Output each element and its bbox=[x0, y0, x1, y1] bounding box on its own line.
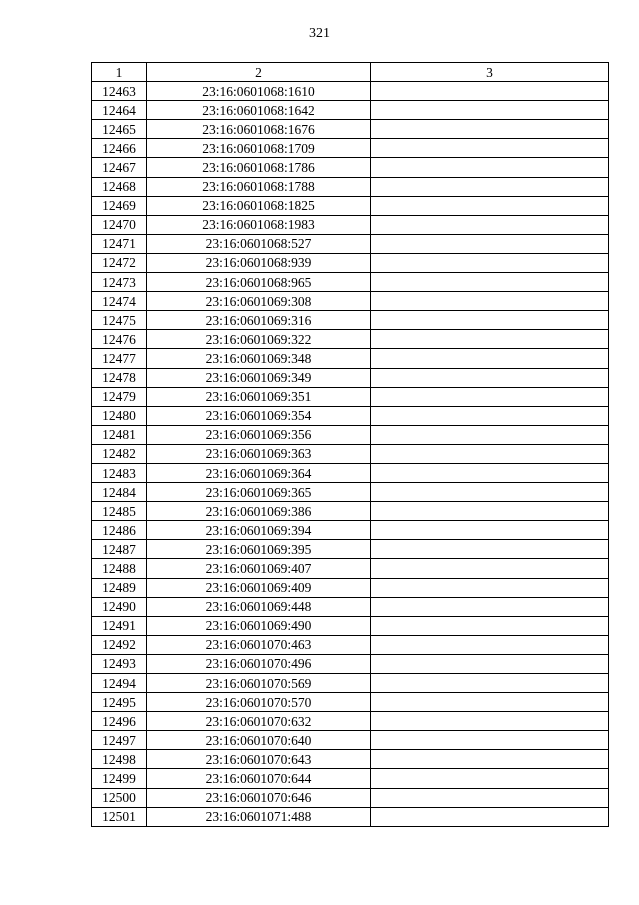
column-header-3: 3 bbox=[371, 63, 609, 82]
row-number-cell: 12475 bbox=[92, 311, 147, 330]
cadastral-number-cell: 23:16:0601069:394 bbox=[147, 521, 371, 540]
note-cell bbox=[371, 483, 609, 502]
row-number-cell: 12497 bbox=[92, 731, 147, 750]
row-number-cell: 12465 bbox=[92, 120, 147, 139]
row-number-cell: 12482 bbox=[92, 444, 147, 463]
cadastral-number-cell: 23:16:0601069:356 bbox=[147, 425, 371, 444]
cadastral-number-cell: 23:16:0601070:646 bbox=[147, 788, 371, 807]
cadastral-number-cell: 23:16:0601068:1786 bbox=[147, 158, 371, 177]
note-cell bbox=[371, 368, 609, 387]
row-number-cell: 12485 bbox=[92, 502, 147, 521]
cadastral-number-cell: 23:16:0601068:1642 bbox=[147, 101, 371, 120]
row-number-cell: 12484 bbox=[92, 483, 147, 502]
table-row bbox=[92, 425, 609, 444]
cadastral-number-cell: 23:16:0601068:1825 bbox=[147, 196, 371, 215]
cadastral-number-cell: 23:16:0601069:407 bbox=[147, 559, 371, 578]
note-cell bbox=[371, 578, 609, 597]
table-row bbox=[92, 234, 609, 253]
table-row bbox=[92, 139, 609, 158]
cadastral-number-cell: 23:16:0601069:349 bbox=[147, 368, 371, 387]
row-number-cell: 12487 bbox=[92, 540, 147, 559]
table-row bbox=[92, 387, 609, 406]
cadastral-number-cell: 23:16:0601070:643 bbox=[147, 750, 371, 769]
cadastral-number-cell: 23:16:0601068:1709 bbox=[147, 139, 371, 158]
row-number-cell: 12496 bbox=[92, 712, 147, 731]
table-row bbox=[92, 635, 609, 654]
note-cell bbox=[371, 349, 609, 368]
note-cell bbox=[371, 406, 609, 425]
row-number-cell: 12483 bbox=[92, 463, 147, 482]
table-row bbox=[92, 731, 609, 750]
note-cell bbox=[371, 311, 609, 330]
row-number-cell: 12489 bbox=[92, 578, 147, 597]
note-cell bbox=[371, 330, 609, 349]
note-cell bbox=[371, 215, 609, 234]
note-cell bbox=[371, 139, 609, 158]
table-row bbox=[92, 597, 609, 616]
table-row bbox=[92, 177, 609, 196]
cadastral-number-cell: 23:16:0601069:363 bbox=[147, 444, 371, 463]
table-row bbox=[92, 292, 609, 311]
row-number-cell: 12478 bbox=[92, 368, 147, 387]
note-cell bbox=[371, 597, 609, 616]
note-cell bbox=[371, 82, 609, 101]
table-row bbox=[92, 196, 609, 215]
row-number-cell: 12501 bbox=[92, 807, 147, 826]
row-number-cell: 12494 bbox=[92, 674, 147, 693]
row-number-cell: 12479 bbox=[92, 387, 147, 406]
row-number-cell: 12500 bbox=[92, 788, 147, 807]
note-cell bbox=[371, 750, 609, 769]
row-number-cell: 12474 bbox=[92, 292, 147, 311]
table-row bbox=[92, 616, 609, 635]
row-number-cell: 12481 bbox=[92, 425, 147, 444]
row-number-cell: 12469 bbox=[92, 196, 147, 215]
table-body bbox=[92, 82, 609, 827]
note-cell bbox=[371, 731, 609, 750]
table-header-row bbox=[92, 63, 609, 82]
note-cell bbox=[371, 101, 609, 120]
table-row bbox=[92, 693, 609, 712]
row-number-cell: 12490 bbox=[92, 597, 147, 616]
cadastral-number-cell: 23:16:0601068:527 bbox=[147, 234, 371, 253]
page-number: 321 bbox=[309, 26, 330, 41]
note-cell bbox=[371, 712, 609, 731]
table-row bbox=[92, 215, 609, 234]
table-row bbox=[92, 444, 609, 463]
row-number-cell: 12467 bbox=[92, 158, 147, 177]
table-row bbox=[92, 540, 609, 559]
note-cell bbox=[371, 521, 609, 540]
cadastral-number-cell: 23:16:0601069:386 bbox=[147, 502, 371, 521]
table-row bbox=[92, 712, 609, 731]
cadastral-number-cell: 23:16:0601069:308 bbox=[147, 292, 371, 311]
cadastral-number-cell: 23:16:0601069:348 bbox=[147, 349, 371, 368]
cadastral-number-cell: 23:16:0601069:490 bbox=[147, 616, 371, 635]
row-number-cell: 12463 bbox=[92, 82, 147, 101]
cadastral-number-cell: 23:16:0601070:496 bbox=[147, 654, 371, 673]
note-cell bbox=[371, 559, 609, 578]
note-cell bbox=[371, 253, 609, 272]
note-cell bbox=[371, 292, 609, 311]
note-cell bbox=[371, 177, 609, 196]
table-row bbox=[92, 158, 609, 177]
note-cell bbox=[371, 196, 609, 215]
note-cell bbox=[371, 635, 609, 654]
cadastral-number-cell: 23:16:0601068:1788 bbox=[147, 177, 371, 196]
row-number-cell: 12468 bbox=[92, 177, 147, 196]
cadastral-number-cell: 23:16:0601069:322 bbox=[147, 330, 371, 349]
row-number-cell: 12498 bbox=[92, 750, 147, 769]
table-row bbox=[92, 101, 609, 120]
cadastral-number-cell: 23:16:0601069:364 bbox=[147, 463, 371, 482]
registry-table bbox=[91, 62, 609, 827]
note-cell bbox=[371, 425, 609, 444]
table-row bbox=[92, 769, 609, 788]
row-number-cell: 12471 bbox=[92, 234, 147, 253]
cadastral-number-cell: 23:16:0601069:354 bbox=[147, 406, 371, 425]
table-row bbox=[92, 253, 609, 272]
note-cell bbox=[371, 444, 609, 463]
note-cell bbox=[371, 387, 609, 406]
table-row bbox=[92, 463, 609, 482]
row-number-cell: 12488 bbox=[92, 559, 147, 578]
table-row bbox=[92, 674, 609, 693]
row-number-cell: 12499 bbox=[92, 769, 147, 788]
cadastral-number-cell: 23:16:0601068:1983 bbox=[147, 215, 371, 234]
cadastral-number-cell: 23:16:0601069:409 bbox=[147, 578, 371, 597]
row-number-cell: 12492 bbox=[92, 635, 147, 654]
table-row bbox=[92, 406, 609, 425]
row-number-cell: 12464 bbox=[92, 101, 147, 120]
row-number-cell: 12491 bbox=[92, 616, 147, 635]
cadastral-number-cell: 23:16:0601071:488 bbox=[147, 807, 371, 826]
cadastral-number-cell: 23:16:0601068:939 bbox=[147, 253, 371, 272]
table-row bbox=[92, 578, 609, 597]
table-row bbox=[92, 559, 609, 578]
note-cell bbox=[371, 463, 609, 482]
note-cell bbox=[371, 654, 609, 673]
cadastral-number-cell: 23:16:0601069:395 bbox=[147, 540, 371, 559]
table-row bbox=[92, 120, 609, 139]
table-row bbox=[92, 654, 609, 673]
row-number-cell: 12470 bbox=[92, 215, 147, 234]
row-number-cell: 12472 bbox=[92, 253, 147, 272]
cadastral-number-cell: 23:16:0601069:365 bbox=[147, 483, 371, 502]
note-cell bbox=[371, 616, 609, 635]
table-row bbox=[92, 483, 609, 502]
cadastral-number-cell: 23:16:0601070:644 bbox=[147, 769, 371, 788]
cadastral-number-cell: 23:16:0601070:570 bbox=[147, 693, 371, 712]
note-cell bbox=[371, 693, 609, 712]
table-row bbox=[92, 368, 609, 387]
cadastral-number-cell: 23:16:0601069:448 bbox=[147, 597, 371, 616]
note-cell bbox=[371, 674, 609, 693]
table-row bbox=[92, 807, 609, 826]
row-number-cell: 12480 bbox=[92, 406, 147, 425]
note-cell bbox=[371, 158, 609, 177]
cadastral-number-cell: 23:16:0601069:316 bbox=[147, 311, 371, 330]
cadastral-number-cell: 23:16:0601069:351 bbox=[147, 387, 371, 406]
note-cell bbox=[371, 769, 609, 788]
cadastral-number-cell: 23:16:0601070:569 bbox=[147, 674, 371, 693]
cadastral-number-cell: 23:16:0601070:632 bbox=[147, 712, 371, 731]
note-cell bbox=[371, 807, 609, 826]
table-row bbox=[92, 349, 609, 368]
row-number-cell: 12473 bbox=[92, 273, 147, 292]
table-row bbox=[92, 750, 609, 769]
cadastral-number-cell: 23:16:0601068:1610 bbox=[147, 82, 371, 101]
row-number-cell: 12486 bbox=[92, 521, 147, 540]
cadastral-number-cell: 23:16:0601068:965 bbox=[147, 273, 371, 292]
table-row bbox=[92, 82, 609, 101]
note-cell bbox=[371, 540, 609, 559]
table-row bbox=[92, 788, 609, 807]
note-cell bbox=[371, 234, 609, 253]
table-row bbox=[92, 311, 609, 330]
row-number-cell: 12466 bbox=[92, 139, 147, 158]
table-row bbox=[92, 273, 609, 292]
note-cell bbox=[371, 502, 609, 521]
cadastral-number-cell: 23:16:0601068:1676 bbox=[147, 120, 371, 139]
table-row bbox=[92, 502, 609, 521]
cadastral-number-cell: 23:16:0601070:640 bbox=[147, 731, 371, 750]
cadastral-number-cell: 23:16:0601070:463 bbox=[147, 635, 371, 654]
column-header-1: 1 bbox=[92, 63, 147, 82]
note-cell bbox=[371, 788, 609, 807]
row-number-cell: 12476 bbox=[92, 330, 147, 349]
note-cell bbox=[371, 273, 609, 292]
row-number-cell: 12495 bbox=[92, 693, 147, 712]
row-number-cell: 12477 bbox=[92, 349, 147, 368]
note-cell bbox=[371, 120, 609, 139]
table-row bbox=[92, 521, 609, 540]
column-header-2: 2 bbox=[147, 63, 371, 82]
row-number-cell: 12493 bbox=[92, 654, 147, 673]
table-row bbox=[92, 330, 609, 349]
